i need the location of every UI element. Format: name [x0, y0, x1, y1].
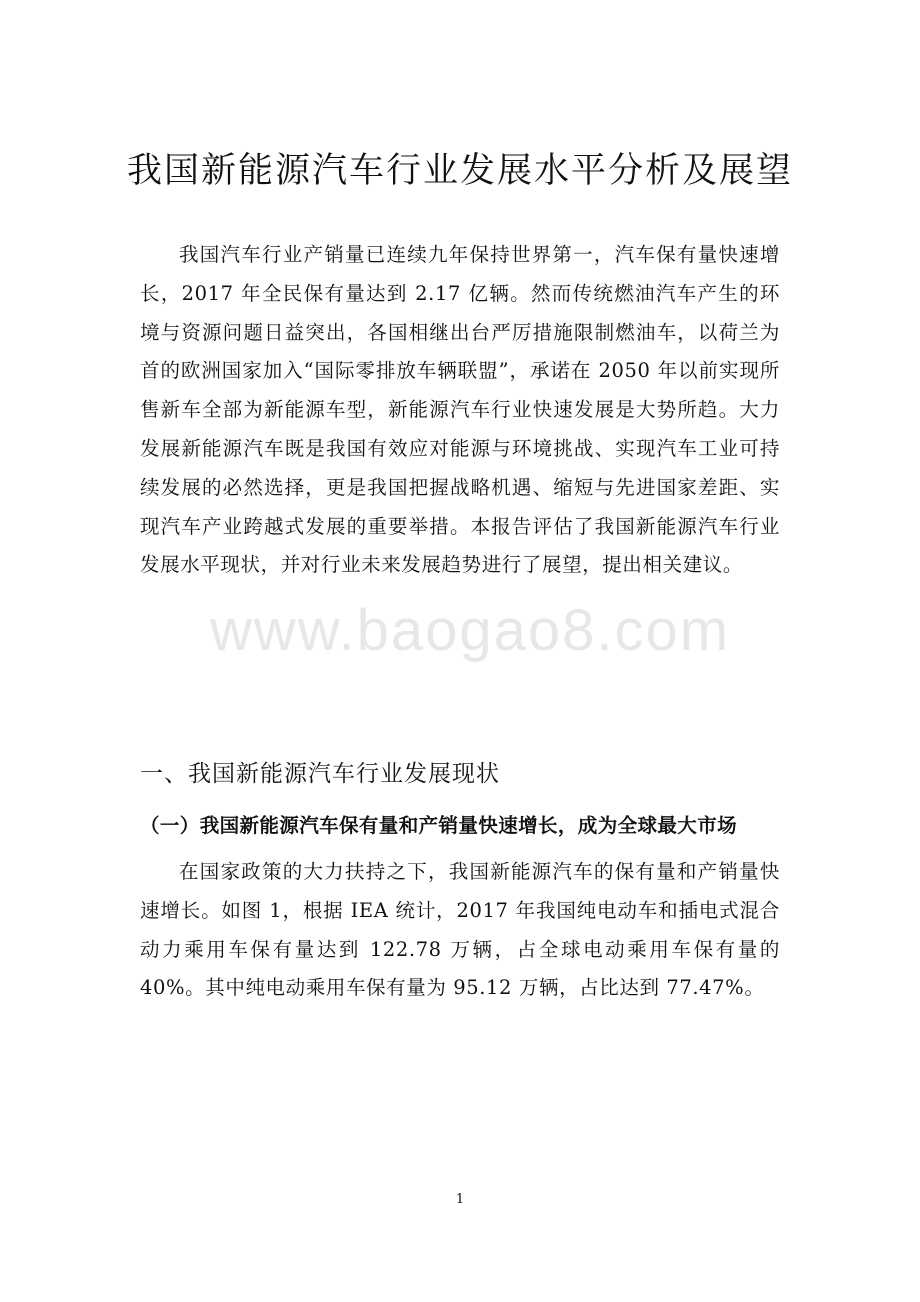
section-heading: 一、我国新能源汽车行业发展现状 [140, 761, 500, 787]
subsection-heading: （一）我国新能源汽车保有量和产销量快速增长，成为全球最大市场 [140, 814, 738, 837]
watermark: www.baogao8.com [210, 598, 731, 663]
intro-paragraph: 我国汽车行业产销量已连续九年保持世界第一，汽车保有量快速增长，2017 年全民保有量达到 2.17 亿辆。然而传统燃油汽车产生的环境与资源问题日益突出，各国相继出台严厉措施限制燃油车，以荷兰为首的欧洲国家加入“国际零排放车辆联盟”，承诺在 2050 年以前实现所售新车全部为新能源车型，新能源汽车行业快速发展是大势所趋。大力发展新能源汽车既是我国有效应对能源与环境挑战、实现汽车工业可持续发展的必然选择，更是我国把握战略机遇、缩短与先进国家差距、实现汽车产业跨越式发展的重要举措。本报告评估了我国新能源汽车行业发展水平现状，并对行业未来发展趋势进行了展望，提出相关建议。 [140, 243, 780, 577]
page-number: 1 [455, 1192, 465, 1207]
document-title: 我国新能源汽车行业发展水平分析及展望 [126, 151, 793, 191]
subsection-paragraph: 在国家政策的大力扶持之下，我国新能源汽车的保有量和产销量快速增长。如图 1，根据 IEA 统计，2017 年我国纯电动车和插电式混合动力乘用车保有量达到 122.78 万辆，占全球电动乘用车保有量的 40%。其中纯电动乘用车保有量为 95.12 万辆，占比达到 77.47%。 [140, 860, 780, 1000]
